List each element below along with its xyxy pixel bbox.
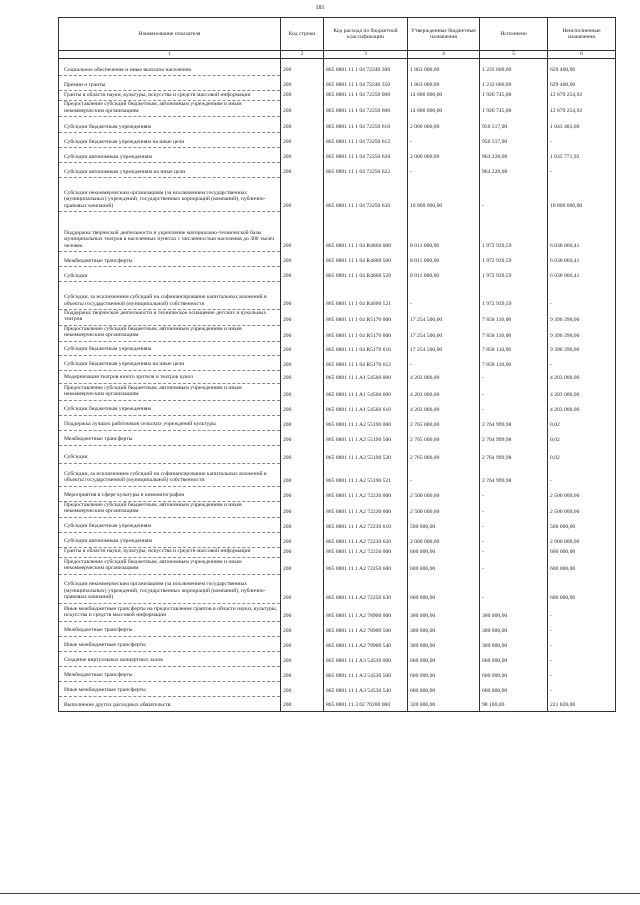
row-classification: 865 0801 11 1 A1 54560 600 xyxy=(324,383,408,400)
table-row xyxy=(59,325,616,341)
row-approved: 4 203 000,00 xyxy=(408,400,480,415)
row-approved: 300 000,00 xyxy=(408,621,480,636)
row-approved: 10 800 000,00 xyxy=(408,178,480,212)
table-row xyxy=(59,76,616,91)
table-row xyxy=(59,681,616,696)
row-classification: 865 0801 11 1 A2 55190 521 xyxy=(324,463,408,486)
row-classification: 865 0801 11 1 A2 72230 620 xyxy=(324,532,408,547)
row-code: 200 xyxy=(281,383,324,400)
row-unexecuted: - xyxy=(548,282,616,310)
row-executed: - xyxy=(480,517,548,532)
row-name: Субсидии автономным учреждениям xyxy=(59,148,281,163)
row-name: Субсидии бюджетным учреждениям на иные цели xyxy=(59,133,281,148)
row-approved: 500 000,00 xyxy=(408,517,480,532)
row-code: 200 xyxy=(281,445,324,463)
row-approved: - xyxy=(408,163,480,178)
row-approved: 8 011 000,00 xyxy=(408,267,480,282)
row-classification: 865 0801 11 1 A2 55190 000 xyxy=(324,415,408,430)
row-code: 200 xyxy=(281,557,324,574)
row-approved: 8 011 000,00 xyxy=(408,212,480,252)
row-unexecuted: 2 500 000,00 xyxy=(548,501,616,517)
row-approved: 8 011 000,00 xyxy=(408,252,480,267)
row-approved: 300 000,00 xyxy=(408,636,480,651)
row-executed: 2 764 999,98 xyxy=(480,430,548,445)
row-classification: 865 0801 11 1 A2 55190 520 xyxy=(324,445,408,463)
row-unexecuted: 600 000,00 xyxy=(548,574,616,603)
row-approved: 2 000 000,00 xyxy=(408,117,480,133)
row-executed: 600 000,00 xyxy=(480,651,548,666)
row-unexecuted: 221 820,00 xyxy=(548,696,616,711)
row-code: 200 xyxy=(281,532,324,547)
row-unexecuted: - xyxy=(548,133,616,148)
table-row xyxy=(59,341,616,355)
row-executed: - xyxy=(480,178,548,212)
row-name: Премии и гранты xyxy=(59,76,281,91)
row-code: 200 xyxy=(281,59,324,76)
table-row xyxy=(59,133,616,148)
row-approved: 600 000,00 xyxy=(408,651,480,666)
row-name: Предоставление субсидий бюджетным, автономным учреждениям и иным некоммерческим организациям xyxy=(59,101,281,117)
row-classification: 865 0801 11 1 04 R5170 600 xyxy=(324,325,408,341)
row-unexecuted: 9 396 390,00 xyxy=(548,310,616,326)
table-row xyxy=(59,532,616,547)
row-classification: 865 0801 11 1 A3 54530 000 xyxy=(324,651,408,666)
row-approved: 14 800 000,00 xyxy=(408,101,480,117)
header-approved: Утвержденные бюджетные назначения xyxy=(408,18,480,51)
row-classification: 865 0801 11 1 04 R4660 521 xyxy=(324,282,408,310)
row-name: Субсидии бюджетным учреждениям на иные цели xyxy=(59,355,281,370)
row-executed: 1 972 939,59 xyxy=(480,212,548,252)
row-code: 200 xyxy=(281,101,324,117)
row-unexecuted: - xyxy=(548,666,616,681)
row-unexecuted: 629 400,00 xyxy=(548,76,616,91)
row-approved: 2 000 000,00 xyxy=(408,532,480,547)
row-approved: - xyxy=(408,133,480,148)
table-row xyxy=(59,621,616,636)
row-code: 200 xyxy=(281,212,324,252)
column-number: 5 xyxy=(480,51,548,59)
row-approved: 600 000,00 xyxy=(408,574,480,603)
row-executed: 1 233 600,00 xyxy=(480,59,548,76)
row-classification: 865 0801 11 1 04 72240 300 xyxy=(324,59,408,76)
header-name: Наименование показателя xyxy=(59,18,281,51)
row-executed: 7 858 110,00 xyxy=(480,341,548,355)
row-unexecuted: 6 038 060,41 xyxy=(548,267,616,282)
row-unexecuted: 4 203 000,00 xyxy=(548,383,616,400)
row-classification: 865 0801 11 1 A2 72230 600 xyxy=(324,501,408,517)
row-code: 200 xyxy=(281,501,324,517)
row-approved: 2 000 000,00 xyxy=(408,148,480,163)
row-classification: 865 0801 11 1 A2 72250 600 xyxy=(324,557,408,574)
row-unexecuted: 2 000 000,00 xyxy=(548,532,616,547)
row-name: Субсидии некоммерческим организациям (за исключением государственных (муниципальных) учреждений, государственных корпораций (компаний), публично-правовых компаний) xyxy=(59,574,281,603)
table-row xyxy=(59,463,616,486)
row-classification: 865 0801 11 1 04 72250 630 xyxy=(324,178,408,212)
column-number: 6 xyxy=(548,51,616,59)
row-classification: 865 0801 11 1 04 R5170 610 xyxy=(324,341,408,355)
row-code: 200 xyxy=(281,267,324,282)
column-number: 4 xyxy=(408,51,480,59)
row-executed: 1 972 939,59 xyxy=(480,282,548,310)
row-executed: 300 000,00 xyxy=(480,636,548,651)
row-executed: - xyxy=(480,574,548,603)
row-unexecuted: 1 043 483,00 xyxy=(548,117,616,133)
row-classification: 865 0801 11 3 02 70200 000 xyxy=(324,696,408,711)
row-unexecuted: - xyxy=(548,355,616,370)
row-approved: 2 765 000,00 xyxy=(408,430,480,445)
row-classification: 865 0801 11 1 04 72250 622 xyxy=(324,163,408,178)
table-row xyxy=(59,91,616,101)
row-code: 200 xyxy=(281,252,324,267)
row-executed: - xyxy=(480,383,548,400)
row-code: 200 xyxy=(281,341,324,355)
row-approved: 2 500 000,00 xyxy=(408,501,480,517)
row-name: Межбюджетные трансферты xyxy=(59,252,281,267)
row-classification: 865 0801 11 1 04 72240 350 xyxy=(324,76,408,91)
row-classification: 865 0801 11 1 04 72250 600 xyxy=(324,101,408,117)
row-approved: 17 254 500,00 xyxy=(408,325,480,341)
row-approved: 1 863 000,00 xyxy=(408,59,480,76)
row-executed: - xyxy=(480,400,548,415)
row-unexecuted: 629 400,00 xyxy=(548,59,616,76)
row-classification: 865 0801 11 1 A2 72250 630 xyxy=(324,574,408,603)
row-executed: 2 764 999,98 xyxy=(480,463,548,486)
row-unexecuted: 1 035 771,92 xyxy=(548,148,616,163)
row-unexecuted: 4 203 000,00 xyxy=(548,400,616,415)
row-executed: 1 972 939,59 xyxy=(480,252,548,267)
row-code: 200 xyxy=(281,463,324,486)
header-classification: Код расхода по бюджетной классификации xyxy=(324,18,408,51)
row-name: Гранты в области науки, культуры, искусства и средств массовой информации xyxy=(59,547,281,557)
row-executed: - xyxy=(480,557,548,574)
row-code: 200 xyxy=(281,163,324,178)
row-name: Иные межбюджетные трансферты xyxy=(59,681,281,696)
table-row xyxy=(59,117,616,133)
row-name: Субсидии, за исключением субсидий на софинансирование капитальных вложений в объекты государственной (муниципальной) собственности xyxy=(59,282,281,310)
row-executed: 1 972 939,59 xyxy=(480,267,548,282)
row-approved: 17 254 500,00 xyxy=(408,310,480,326)
row-classification: 865 0801 11 1 04 R4660 000 xyxy=(324,212,408,252)
row-unexecuted: - xyxy=(548,681,616,696)
row-code: 200 xyxy=(281,76,324,91)
table-row xyxy=(59,486,616,501)
table-row xyxy=(59,383,616,400)
row-name: Межбюджетные трансферты xyxy=(59,430,281,445)
row-code: 200 xyxy=(281,696,324,711)
row-unexecuted: - xyxy=(548,651,616,666)
row-classification: 865 0801 11 1 04 R4660 500 xyxy=(324,252,408,267)
row-executed: 7 858 110,00 xyxy=(480,325,548,341)
row-classification: 865 0801 11 1 04 72250 000 xyxy=(324,91,408,101)
page-number: 181 xyxy=(315,5,325,11)
row-unexecuted: 6 038 060,41 xyxy=(548,212,616,252)
row-unexecuted: 12 879 254,92 xyxy=(548,91,616,101)
row-unexecuted: 0,02 xyxy=(548,445,616,463)
row-executed: 964 228,08 xyxy=(480,148,548,163)
row-approved: - xyxy=(408,282,480,310)
row-name: Поддержка творческой деятельности и укрепление материально-технической базы муниципальных театров в населенных пунктах с численностью населения до 300 тысяч человек xyxy=(59,212,281,252)
row-unexecuted: - xyxy=(548,621,616,636)
row-name: Субсидии xyxy=(59,445,281,463)
row-name: Субсидии бюджетным учреждениям xyxy=(59,400,281,415)
table-row xyxy=(59,501,616,517)
row-unexecuted: 4 203 000,00 xyxy=(548,370,616,383)
row-name: Гранты в области науки, культуры, искусства и средств массовой информации xyxy=(59,91,281,101)
row-approved: 1 863 000,00 xyxy=(408,76,480,91)
row-classification: 865 0801 11 1 04 72250 612 xyxy=(324,133,408,148)
row-unexecuted: 10 800 000,00 xyxy=(548,178,616,212)
column-number: 3 xyxy=(324,51,408,59)
row-code: 200 xyxy=(281,636,324,651)
row-executed: 964 228,08 xyxy=(480,163,548,178)
row-code: 200 xyxy=(281,310,324,326)
header-code: Код строки xyxy=(281,18,324,51)
row-name: Предоставление субсидий бюджетным, автономным учреждениям и иным некоммерческим организациям xyxy=(59,501,281,517)
row-classification: 865 0801 11 1 A3 54530 500 xyxy=(324,666,408,681)
row-code: 200 xyxy=(281,621,324,636)
table-row xyxy=(59,636,616,651)
row-classification: 865 0801 11 1 A2 78900 500 xyxy=(324,621,408,636)
row-code: 200 xyxy=(281,666,324,681)
row-classification: 865 0801 11 1 A3 54530 540 xyxy=(324,681,408,696)
row-approved: 600 000,00 xyxy=(408,666,480,681)
row-executed: - xyxy=(480,370,548,383)
row-name: Межбюджетные трансферты xyxy=(59,621,281,636)
table-row xyxy=(59,178,616,212)
row-code: 200 xyxy=(281,430,324,445)
column-number: 2 xyxy=(281,51,324,59)
row-name: Модернизация театров юного зрителя и театров кукол xyxy=(59,370,281,383)
row-name: Поддержка творческой деятельности и техническое оснащение детских и кукольных театров xyxy=(59,310,281,326)
table-row xyxy=(59,666,616,681)
row-classification: 865 0801 11 1 A2 78900 000 xyxy=(324,603,408,621)
row-name: Мероприятия в сфере культуры и кинематографии xyxy=(59,486,281,501)
row-code: 200 xyxy=(281,415,324,430)
row-approved: 17 254 500,00 xyxy=(408,341,480,355)
row-name: Субсидии автономным учреждениям xyxy=(59,532,281,547)
row-name: Предоставление субсидий бюджетным, автономным учреждениям и иным некоммерческим организациям xyxy=(59,383,281,400)
row-classification: 865 0801 11 1 A2 72250 000 xyxy=(324,547,408,557)
table-row xyxy=(59,651,616,666)
row-unexecuted: 0,02 xyxy=(548,430,616,445)
row-approved: 2 765 000,00 xyxy=(408,445,480,463)
row-executed: 300 000,00 xyxy=(480,603,548,621)
row-code: 200 xyxy=(281,133,324,148)
table-row xyxy=(59,574,616,603)
row-code: 200 xyxy=(281,370,324,383)
row-executed: 600 000,00 xyxy=(480,681,548,696)
row-name: Субсидии, за исключением субсидий на софинансирование капитальных вложений в объекты государственной (муниципальной) собственности xyxy=(59,463,281,486)
row-name: Субсидии бюджетным учреждениям xyxy=(59,517,281,532)
row-classification: 865 0801 11 1 A2 78900 540 xyxy=(324,636,408,651)
row-code: 200 xyxy=(281,282,324,310)
table-row xyxy=(59,400,616,415)
row-approved: 14 800 000,00 xyxy=(408,91,480,101)
table-row xyxy=(59,547,616,557)
header-row xyxy=(59,18,616,51)
header-unexecuted: Неисполненные назначения xyxy=(548,18,616,51)
row-classification: 865 0801 11 1 A2 72230 000 xyxy=(324,486,408,501)
row-approved: - xyxy=(408,355,480,370)
row-code: 200 xyxy=(281,117,324,133)
row-unexecuted: 9 396 390,00 xyxy=(548,325,616,341)
table-row xyxy=(59,148,616,163)
row-name: Поддержка лучших работников сельских учреждений культуры xyxy=(59,415,281,430)
row-executed: 98 180,00 xyxy=(480,696,548,711)
row-unexecuted: 0,02 xyxy=(548,415,616,430)
row-executed: - xyxy=(480,486,548,501)
column-number: 1 xyxy=(59,51,281,59)
table-row xyxy=(59,430,616,445)
row-code: 200 xyxy=(281,486,324,501)
table-row xyxy=(59,603,616,621)
row-unexecuted: 600 000,00 xyxy=(548,557,616,574)
row-approved: 600 000,00 xyxy=(408,547,480,557)
header-executed: Исполнено xyxy=(480,18,548,51)
row-executed: 2 764 999,98 xyxy=(480,445,548,463)
row-code: 200 xyxy=(281,91,324,101)
row-executed: 2 764 999,98 xyxy=(480,415,548,430)
table-row xyxy=(59,517,616,532)
row-executed: - xyxy=(480,547,548,557)
row-approved: - xyxy=(408,463,480,486)
column-number-row xyxy=(59,51,616,59)
row-name: Субсидии бюджетным учреждениям xyxy=(59,117,281,133)
row-unexecuted: 9 396 390,00 xyxy=(548,341,616,355)
table-row xyxy=(59,370,616,383)
row-name: Субсидии бюджетным учреждениям xyxy=(59,341,281,355)
page-bottom-rule xyxy=(0,893,640,894)
row-classification: 865 0801 11 1 04 R5170 000 xyxy=(324,310,408,326)
row-executed: 956 517,00 xyxy=(480,133,548,148)
row-code: 200 xyxy=(281,574,324,603)
row-approved: 600 000,00 xyxy=(408,681,480,696)
row-executed: 600 000,00 xyxy=(480,666,548,681)
row-code: 200 xyxy=(281,148,324,163)
row-code: 200 xyxy=(281,651,324,666)
row-classification: 865 0801 11 1 A2 55190 500 xyxy=(324,430,408,445)
table-row xyxy=(59,415,616,430)
row-name: Межбюджетные трансферты xyxy=(59,666,281,681)
row-name: Субсидии автономным учреждениям на иные цели xyxy=(59,163,281,178)
row-classification: 865 0801 11 1 A1 54560 610 xyxy=(324,400,408,415)
row-executed: 7 858 110,00 xyxy=(480,310,548,326)
row-approved: 2 765 000,00 xyxy=(408,415,480,430)
row-approved: 300 000,00 xyxy=(408,603,480,621)
row-executed: - xyxy=(480,532,548,547)
row-unexecuted: - xyxy=(548,463,616,486)
row-executed: - xyxy=(480,501,548,517)
table-row xyxy=(59,355,616,370)
row-approved: 2 500 000,00 xyxy=(408,486,480,501)
row-code: 200 xyxy=(281,178,324,212)
row-name: Иные межбюджетные трансферты xyxy=(59,636,281,651)
row-unexecuted: 2 500 000,00 xyxy=(548,486,616,501)
row-code: 200 xyxy=(281,603,324,621)
row-executed: 300 000,00 xyxy=(480,621,548,636)
row-executed: 1 233 600,00 xyxy=(480,76,548,91)
row-executed: 956 517,00 xyxy=(480,117,548,133)
row-name: Субсидии xyxy=(59,267,281,282)
row-classification: 865 0801 11 1 A1 54560 000 xyxy=(324,370,408,383)
budget-execution-table xyxy=(58,17,616,712)
row-name: Субсидии некоммерческим организациям (за исключением государственных (муниципальных) учреждений, государственных корпораций (компаний), публично-правовых компаний) xyxy=(59,178,281,212)
row-classification: 865 0801 11 1 A2 72230 610 xyxy=(324,517,408,532)
table-row xyxy=(59,282,616,310)
row-unexecuted: 600 000,00 xyxy=(548,547,616,557)
row-classification: 865 0801 11 1 04 72250 610 xyxy=(324,117,408,133)
row-classification: 865 0801 11 1 04 R5170 612 xyxy=(324,355,408,370)
table-row xyxy=(59,267,616,282)
row-unexecuted: 500 000,00 xyxy=(548,517,616,532)
table-row xyxy=(59,212,616,252)
row-name: Социальное обеспечение и иные выплаты населению xyxy=(59,59,281,76)
row-unexecuted: 6 038 060,41 xyxy=(548,252,616,267)
table-row xyxy=(59,101,616,117)
row-code: 200 xyxy=(281,355,324,370)
row-approved: 4 203 000,00 xyxy=(408,383,480,400)
row-approved: 320 000,00 xyxy=(408,696,480,711)
row-name: Иные межбюджетные трансферты на предоставление грантов в области науки, культуры, искусства и средств массовой информации xyxy=(59,603,281,621)
table-row xyxy=(59,696,616,711)
row-approved: 600 000,00 xyxy=(408,557,480,574)
table-row xyxy=(59,445,616,463)
row-name: Выполнение других расходных обязательств xyxy=(59,696,281,711)
row-unexecuted: 12 879 254,92 xyxy=(548,101,616,117)
row-name: Создание виртуальных концертных залов xyxy=(59,651,281,666)
table-row xyxy=(59,252,616,267)
row-code: 200 xyxy=(281,547,324,557)
row-classification: 865 0801 11 1 04 R4660 520 xyxy=(324,267,408,282)
row-executed: 1 920 745,08 xyxy=(480,91,548,101)
row-name: Предоставление субсидий бюджетным, автономным учреждениям и иным некоммерческим организациям xyxy=(59,557,281,574)
table-row xyxy=(59,557,616,574)
row-unexecuted: - xyxy=(548,163,616,178)
table-body xyxy=(59,59,616,712)
row-unexecuted: - xyxy=(548,603,616,621)
row-classification: 865 0801 11 1 04 72250 620 xyxy=(324,148,408,163)
row-approved: 4 203 000,00 xyxy=(408,370,480,383)
row-unexecuted: - xyxy=(548,636,616,651)
row-executed: 1 920 745,08 xyxy=(480,101,548,117)
table-row xyxy=(59,310,616,326)
row-code: 200 xyxy=(281,325,324,341)
row-code: 200 xyxy=(281,517,324,532)
row-name: Предоставление субсидий бюджетным, автономным учреждениям и иным некоммерческим организациям xyxy=(59,325,281,341)
table-row xyxy=(59,59,616,76)
row-code: 200 xyxy=(281,681,324,696)
row-executed: 7 858 110,00 xyxy=(480,355,548,370)
row-code: 200 xyxy=(281,400,324,415)
table-row xyxy=(59,163,616,178)
